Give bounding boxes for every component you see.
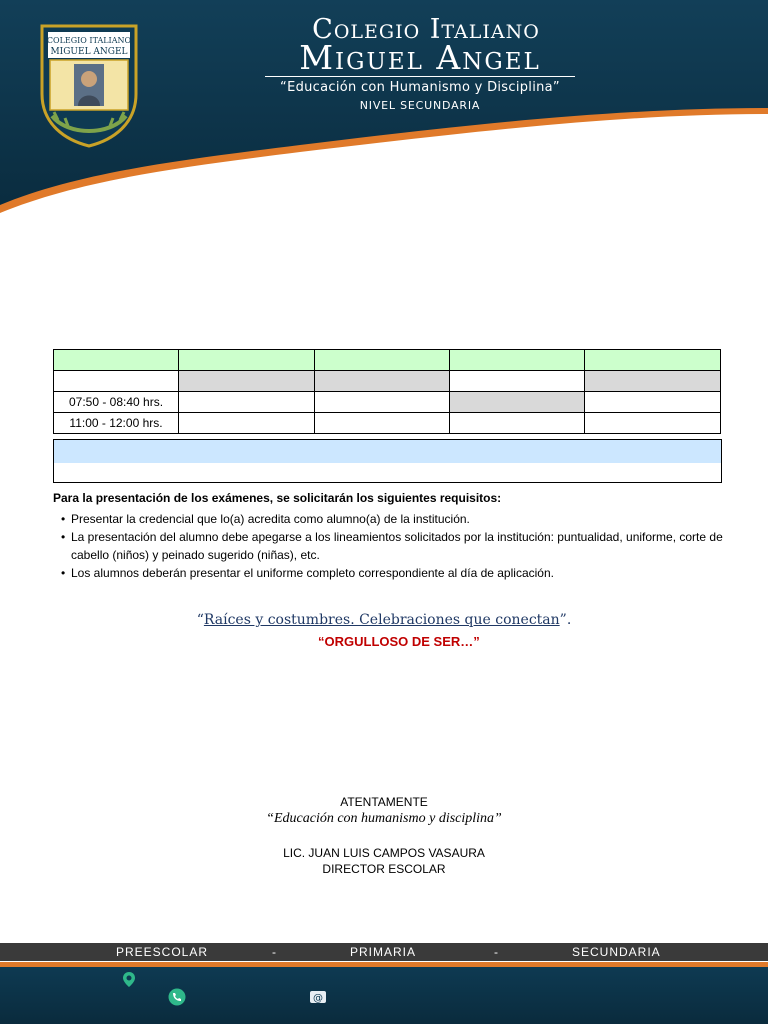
level-secundaria: SECUNDARIA <box>572 945 661 959</box>
list-item: • Presentar la credencial que lo(a) acredita como alumno(a) de la institución. <box>61 512 470 526</box>
time-cell <box>54 371 179 392</box>
list-item: • Los alumnos deberán presentar el uniforme completo correspondiente al día de aplicación. <box>61 566 554 580</box>
exam-schedule-table <box>53 349 721 434</box>
list-item: • La presentación del alumno debe apegarse a los lineamientos solicitados por la institución: puntualidad, uniforme, corte de cabello (niños) y peinado sugerido (niñas), etc. <box>61 530 723 562</box>
signer-name: LIC. JUAN LUIS CAMPOS VASAURA <box>283 846 485 860</box>
table-cell <box>315 413 450 434</box>
phone-icon <box>168 988 186 1006</box>
table-header-cell <box>450 350 585 371</box>
location-pin-icon <box>120 971 138 989</box>
level-separator: - <box>494 945 499 959</box>
school-levels-bar <box>0 943 768 961</box>
table-header-cell <box>54 350 179 371</box>
signer-role: DIRECTOR ESCOLAR <box>322 862 446 876</box>
svg-text:@: @ <box>313 993 323 1004</box>
email-icon <box>309 988 327 1006</box>
closing-text: ATENTAMENTE <box>340 795 428 809</box>
bullet-icon: • <box>61 566 66 580</box>
school-crest-logo <box>38 24 140 148</box>
table-notice-banner <box>53 439 722 465</box>
level-primaria: PRIMARIA <box>350 945 417 959</box>
bullet-icon: • <box>61 512 66 526</box>
theme-quote: “Raíces y costumbres. Celebraciones que conectan”. <box>196 612 572 628</box>
table-header-cell <box>179 350 315 371</box>
school-name-line1: Colegio Italiano <box>312 14 540 45</box>
table-cell <box>315 392 450 413</box>
table-notice-row <box>53 463 722 483</box>
table-cell <box>179 371 315 392</box>
table-cell <box>450 392 585 413</box>
table-row <box>54 371 721 392</box>
level-preescolar: PREESCOLAR <box>116 945 209 959</box>
table-cell <box>585 392 721 413</box>
requirements-title: Para la presentación de los exámenes, se solicitarán los siguientes requisitos: <box>53 491 502 505</box>
table-cell <box>179 392 315 413</box>
time-cell: 07:50 - 08:40 hrs. <box>54 392 179 413</box>
table-row <box>54 392 721 413</box>
contact-footer <box>0 967 768 1024</box>
closing-motto: “Educación con humanismo y disciplina” <box>266 811 502 826</box>
table-cell <box>179 413 315 434</box>
time-cell: 11:00 - 12:00 hrs. <box>54 413 179 434</box>
table-header-cell <box>315 350 450 371</box>
table-cell <box>585 371 721 392</box>
table-header-cell <box>585 350 721 371</box>
table-cell <box>315 371 450 392</box>
table-row <box>54 413 721 434</box>
theme-quote-text: Raíces y costumbres. Celebraciones que conectan <box>203 612 560 628</box>
letterhead-header <box>0 0 768 220</box>
school-level: NIVEL SECUNDARIA <box>359 99 481 112</box>
pride-slogan: “ORGULLOSO DE SER…” <box>318 634 480 649</box>
svg-text:MIGUEL ANGEL: MIGUEL ANGEL <box>50 47 128 57</box>
level-separator: - <box>272 945 277 959</box>
table-cell <box>450 413 585 434</box>
school-motto: “Educación con Humanismo y Disciplina” <box>280 80 560 95</box>
table-cell <box>585 413 721 434</box>
table-header-row <box>54 350 721 371</box>
school-name-line2: Miguel Angel <box>265 40 575 77</box>
svg-text:COLEGIO ITALIANO: COLEGIO ITALIANO <box>46 36 132 45</box>
table-cell <box>450 371 585 392</box>
requirements-list <box>53 510 733 582</box>
bullet-icon: • <box>61 530 66 544</box>
